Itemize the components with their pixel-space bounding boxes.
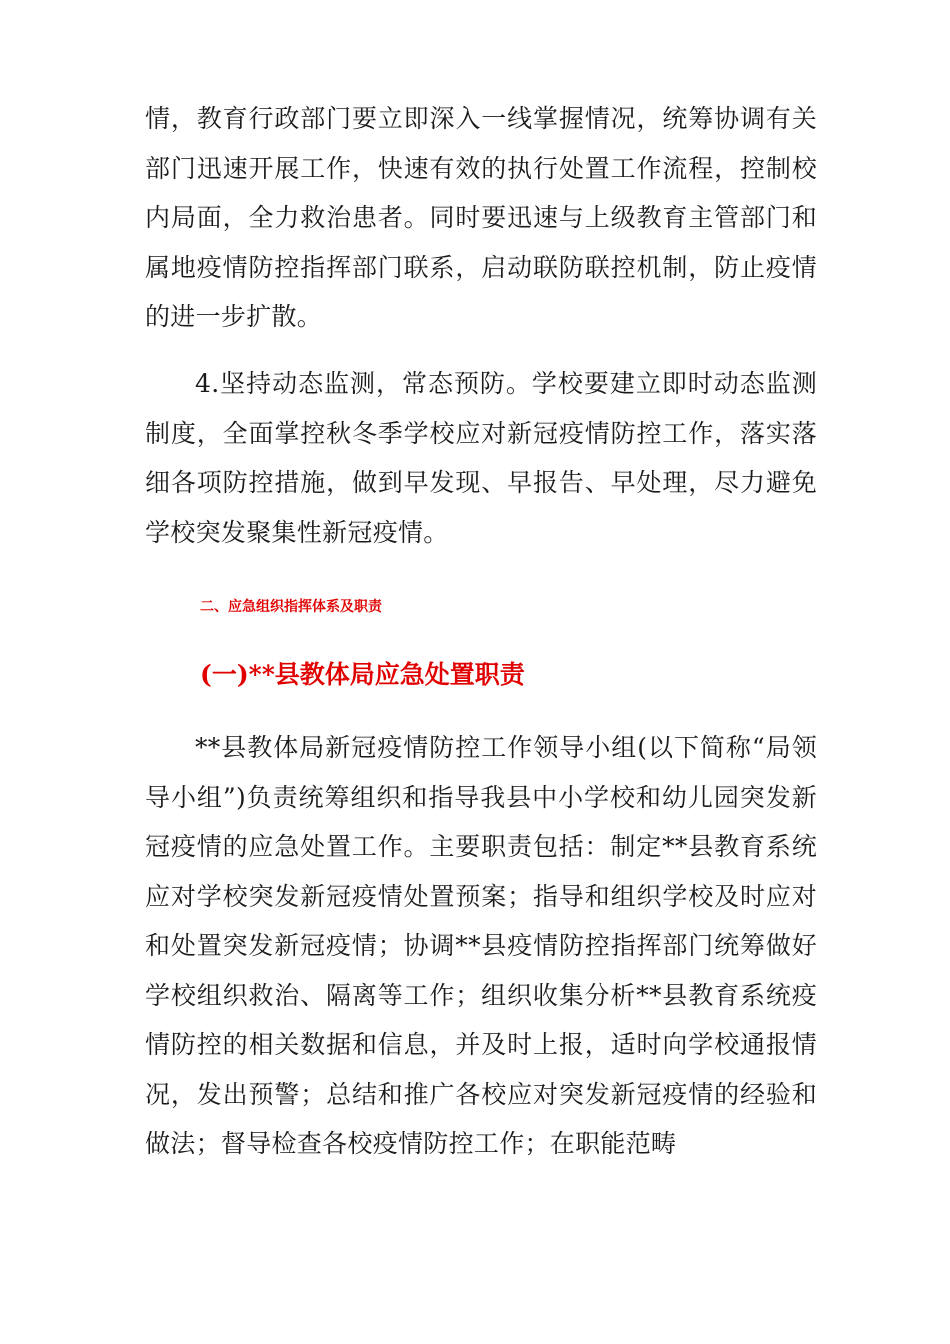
sub-heading: (一)**县教体局应急处置职责: [200, 660, 525, 689]
paragraph-monitoring: 4.坚持动态监测，常态预防。学校要建立即时动态监测制度，全面掌控秋冬季学校应对新冠疫情防控工作，落实落细各项防控措施，做到早发现、早报告、早处理，尽力避免学校突发聚集性新冠疫情。: [145, 369, 817, 547]
section-heading: 二、应急组织指挥体系及职责: [200, 599, 382, 615]
paragraph-continuation: 情，教育行政部门要立即深入一线掌握情况，统筹协调有关部门迅速开展工作，快速有效的执行处置工作流程，控制校内局面，全力救治患者。同时要迅速与上级教育主管部门和属地疫情防控指挥部门联系，启动联防联控机制，防止疫情的进一步扩散。: [145, 104, 817, 331]
paragraph-duties: **县教体局新冠疫情防控工作领导小组(以下简称“局领导小组”)负责统筹组织和指导我县中小学校和幼儿园突发新冠疫情的应急处置工作。主要职责包括：制定**县教育系统应对学校突发新冠疫情处置预案；指导和组织学校及时应对和处置突发新冠疫情；协调**县疫情防控指挥部门统筹做好学校组织救治、隔离等工作；组织收集分析**县教育系统疫情防控的相关数据和信息，并及时上报，适时向学校通报情况，发出预警；总结和推广各校应对突发新冠疫情的经验和做法；督导检查各校疫情防控工作；在职能范畴: [145, 733, 817, 1158]
